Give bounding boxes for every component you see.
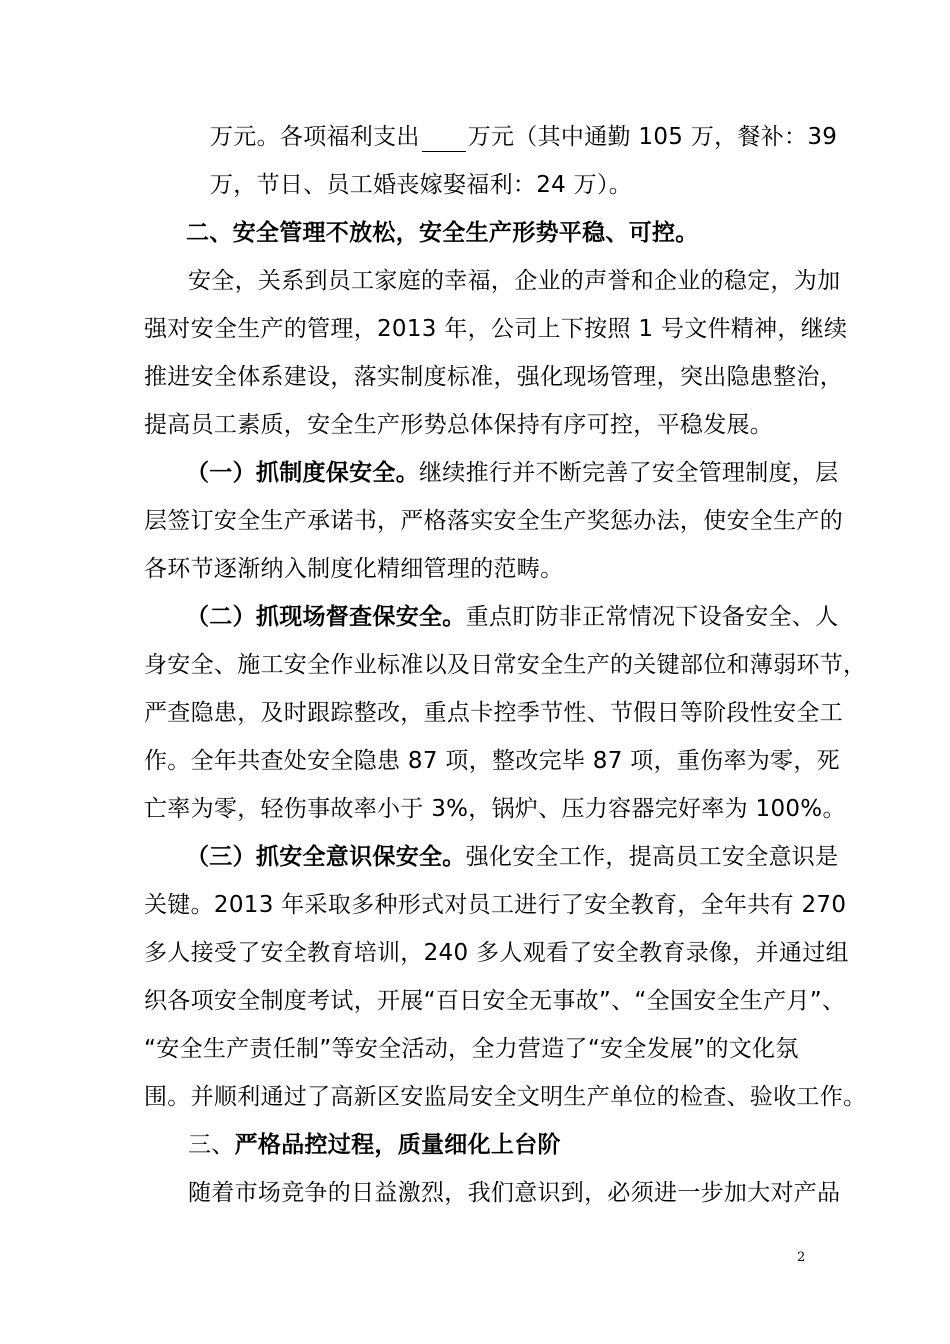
body-line: 多人接受了安全教育培训，240 多人观看了安全教育录像，并通过组	[144, 940, 849, 966]
body-line: 万，节日、员工婚丧嫁娶福利：24 万）。	[210, 172, 633, 198]
section-heading: 二、安全管理不放松，安全生产形势平稳、可控。	[186, 220, 699, 246]
subsection-heading: （三）抓安全意识保安全。	[186, 844, 466, 870]
body-line: 层签订安全生产承诺书，严格落实安全生产奖惩办法，使安全生产的	[144, 508, 843, 534]
body-line: 提高员工素质，安全生产形势总体保持有序可控，平稳发展。	[144, 412, 774, 438]
subsection-heading: （一）抓制度保安全。	[186, 460, 419, 486]
body-line: 严查隐患，及时跟踪整改，重点卡控季节性、节假日等阶段性安全工	[144, 700, 843, 726]
body-line: “安全生产责任制”等安全活动，全力营造了“安全发展”的文化氛	[144, 1036, 799, 1062]
page-number: 2	[797, 1250, 806, 1265]
heading-text: 严格品控过程，质量细化上台阶	[234, 1132, 561, 1158]
body-line	[186, 602, 838, 632]
body-line: 推进安全体系建设，落实制度标准，强化现场管理，突出隐患整治，	[144, 364, 843, 390]
subsection-heading: （二）抓现场督查保安全。	[186, 604, 466, 630]
body-line	[186, 842, 838, 872]
body-line: 安全，关系到员工家庭的幸福，企业的声誉和企业的稳定，为加	[188, 268, 841, 294]
body-line	[210, 122, 837, 152]
body-line: 强对安全生产的管理，2013 年，公司上下按照 1 号文件精神，继续	[144, 316, 848, 342]
section-heading	[188, 1130, 561, 1160]
text-run: 万元。各项福利支出	[210, 124, 420, 150]
body-line: 随着市场竞争的日益激烈，我们意识到，必须进一步加大对产品	[188, 1180, 841, 1206]
body-line: 围。并顺利通过了高新区安监局安全文明生产单位的检查、验收工作。	[144, 1084, 867, 1110]
body-line: 作。全年共查处安全隐患 87 项，整改完毕 87 项，重伤率为零，死	[144, 748, 840, 774]
body-line: 织各项安全制度考试，开展“百日安全无事故”、“全国安全生产月”、	[144, 988, 846, 1014]
body-line: 关键。2013 年采取多种形式对员工进行了安全教育，全年共有 270	[144, 892, 847, 918]
text-run: 重点盯防非正常情况下设备安全、人	[465, 604, 839, 630]
body-line: 亡率为零，轻伤事故率小于 3%，锅炉、压力容器完好率为 100%。	[144, 796, 846, 822]
text-run: 强化安全工作，提高员工安全意识是	[465, 844, 839, 870]
body-line: 身安全、施工安全作业标准以及日常安全生产的关键部位和薄弱环节，	[144, 652, 867, 678]
heading-number: 三、	[188, 1132, 235, 1158]
text-run: 继续推行并不断完善了安全管理制度，层	[419, 460, 839, 486]
blank-underline	[422, 125, 466, 152]
body-line: 各环节逐渐纳入制度化精细管理的范畴。	[144, 556, 564, 582]
body-line	[186, 458, 838, 488]
text-run: 万元（其中通勤 105 万，餐补：39	[467, 124, 838, 150]
